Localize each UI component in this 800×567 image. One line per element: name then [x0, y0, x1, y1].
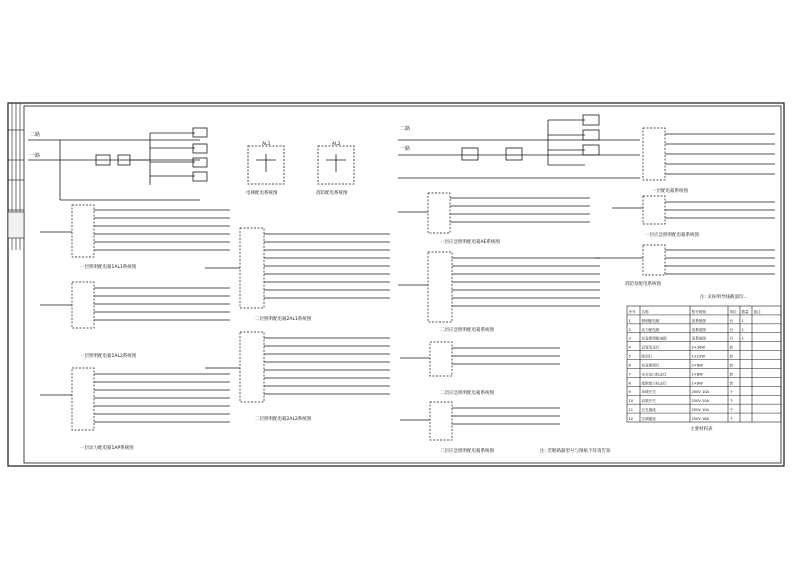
caption-rc-2: 二层应急照明配电箱系统图 [440, 328, 494, 333]
left-panel-1 [40, 205, 230, 257]
rc-panel-4 [400, 402, 560, 440]
legend-cell: 单联开关 [641, 390, 656, 395]
legend-cell: 2 [628, 327, 631, 332]
legend-cell: 个 [729, 390, 734, 395]
caption-rc-4: 二层应急照明配电箱系统图 [440, 449, 494, 454]
incoming-line-1-label: 二路 [30, 132, 41, 138]
legend-cell: 6 [628, 363, 631, 368]
inner-frame [24, 106, 781, 463]
legend-cell: 见系统图 [691, 327, 706, 332]
left-panel-3 [40, 368, 230, 430]
incoming-line-2-label: 一路 [30, 153, 41, 159]
caption-right-2: 一层应急照明配电箱系统图 [645, 233, 699, 238]
caption-mid-2: 二层照明配电箱2AL2系统图 [255, 417, 312, 422]
legend-cell: 1×22W [691, 354, 705, 359]
legend-rows [627, 309, 781, 421]
caption-left-1: 一层照明配电箱1AL1系统图 [80, 265, 137, 270]
legend-cell: 1×8W [691, 381, 703, 386]
caption-mid-1: 二层照明配电箱2AL1系统图 [255, 317, 312, 322]
legend-cell: 1 [741, 318, 744, 323]
legend-cell: 4 [628, 345, 631, 350]
rc-panel-1 [398, 193, 590, 233]
caption-left-2: 一层照明配电箱1AL2系统图 [80, 354, 137, 359]
legend-cell: 8 [628, 381, 631, 386]
legend-header-cell: 单位 [729, 309, 737, 314]
bottom-note: 注: 若断路器型号与图纸不符请告知 [540, 449, 611, 454]
legend-header-cell: 名称 [641, 309, 649, 314]
legend-header-cell: 序号 [628, 309, 636, 314]
right-incoming-1-label: 二路 [400, 126, 411, 132]
legend-cell: 空调插座 [641, 417, 656, 421]
legend-cell: 五孔插座 [641, 408, 656, 413]
legend-cell: 应急照明灯 [641, 363, 660, 368]
legend-cell: 双管荧光灯 [641, 345, 660, 350]
rc-panel-3 [400, 342, 560, 376]
legend-cell: 套 [729, 354, 734, 359]
legend-cell: 双联开关 [641, 399, 656, 404]
legend-cell: 台 [729, 336, 734, 341]
legend-cell: 11 [628, 408, 634, 413]
legend-cell: 3 [628, 336, 631, 341]
legend-cell: 1 [741, 327, 744, 332]
mid-panel-1 [205, 228, 390, 308]
box-b-title: AL2 [332, 142, 341, 147]
legend-cell: 个 [729, 417, 734, 421]
legend-cell: 套 [729, 363, 734, 368]
legend-cell: 250V 16A [691, 417, 709, 421]
rc-panel-2 [398, 252, 600, 322]
legend-cell: 10 [628, 399, 634, 404]
small-panel-boxes [248, 146, 354, 184]
legend-cell: 250V 10A [691, 399, 709, 404]
legend-cell: 见系统图 [691, 336, 706, 341]
left-panel-2 [40, 282, 230, 328]
right-panel-3 [595, 245, 775, 275]
side-title-strip [8, 103, 24, 250]
legend-cell: 安全出口标志灯 [641, 372, 667, 377]
outer-frame [8, 103, 784, 466]
legend-cell: 应急照明配电箱 [641, 336, 667, 341]
box-caption-b: 消防配电系统图 [316, 191, 348, 196]
caption-right-3: 消防泵配电系统图 [625, 282, 661, 287]
legend-cell: 台 [729, 327, 734, 332]
right-panel-2 [612, 196, 775, 224]
legend-cell: 2×36W [691, 345, 705, 350]
caption-left-3: 一层动力配电箱1AP系统图 [80, 446, 134, 451]
legend-cell: 1 [628, 318, 631, 323]
legend-cell: 台 [729, 318, 734, 323]
legend-cell: 7 [628, 372, 631, 377]
right-panel-1 [643, 128, 775, 180]
legend-cell: 个 [729, 399, 734, 404]
legend-cell: 个 [729, 408, 734, 413]
box-a-title: AL1 [262, 142, 271, 147]
legend-cell: 套 [729, 345, 734, 350]
legend-cell: 2×8W [691, 363, 703, 368]
mid-panel-2 [205, 332, 390, 402]
legend-cell: 照明配电箱 [641, 318, 660, 323]
legend-cell: 250V 10A [691, 408, 709, 413]
legend-cell: 1×8W [691, 372, 703, 377]
legend-cell: 动力配电箱 [641, 327, 660, 332]
legend-cell: 疏散指示标志灯 [641, 381, 667, 386]
left-incoming-section [28, 128, 207, 200]
legend-cell: 套 [729, 372, 734, 377]
legend-cell: 5 [628, 354, 631, 359]
legend-header-cell: 备注 [753, 309, 761, 314]
right-incoming-section [398, 115, 640, 178]
legend-cell: 250V 10A [691, 390, 709, 395]
legend-cell: 吸顶灯 [641, 354, 653, 359]
legend-cell: 见系统图 [691, 318, 706, 323]
distribution-note: 注: 未标明导线截面均... [700, 295, 748, 300]
legend-cell: 9 [628, 390, 631, 395]
caption-right-1: 一层配电箱系统图 [652, 189, 688, 194]
legend-header-cell: 型号规格 [691, 309, 706, 314]
legend-title: 主要材料表 [690, 427, 713, 432]
legend-cell: 1 [741, 336, 744, 341]
right-incoming-2-label: 一路 [400, 146, 411, 152]
legend-cell: 12 [628, 417, 634, 421]
caption-rc-1: 一层应急照明配电箱AE系统图 [440, 240, 500, 245]
caption-rc-3: 二层应急照明配电箱系统图 [440, 391, 494, 396]
legend-header-cell: 数量 [741, 309, 749, 314]
box-caption-a: 电梯配电系统图 [246, 191, 278, 196]
legend-cell: 套 [729, 381, 734, 386]
